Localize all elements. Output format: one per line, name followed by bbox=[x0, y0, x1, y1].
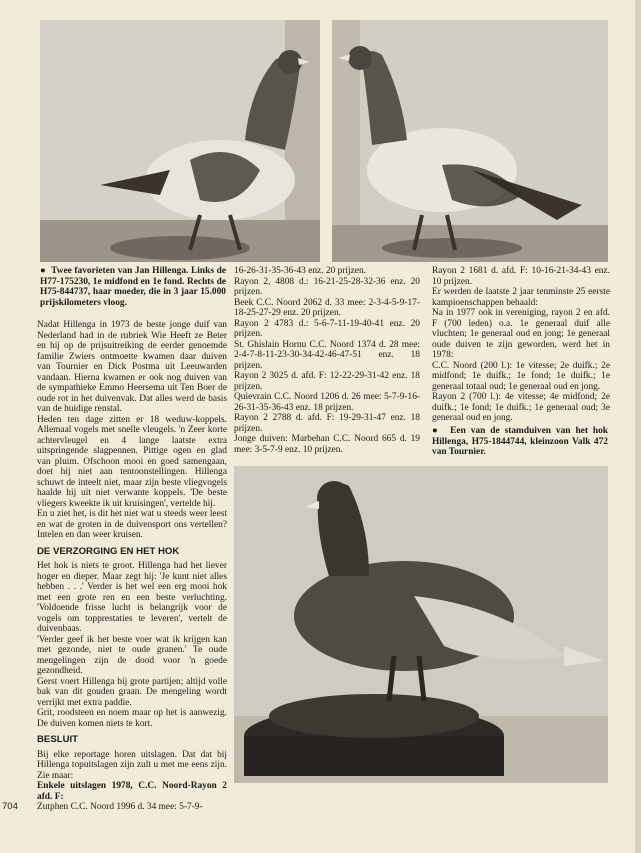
result-line: Jonge duiven: Marbehan C.C. Noord 665 d. 19 mee: 3-5-7-9 enz. 10 prijzen. bbox=[234, 434, 420, 455]
text-column-2 bbox=[234, 266, 420, 455]
intro-paragraph-1: Nadat Hillenga in 1973 de beste jonge duif van Nederland had in de rubriek Wie Heeft ze Beter en hij op de prijsuitreiking de eerder genoemde familie Zwiers ontmoette kwamen daar duiven van Tournier en Dick Postma uit Leeuwarden vandaan. Hierna kwamen er ook nog duiven van de sympathieke Emmo Heersema uit Ten Boer de oude rot in het duivenvak. Dat alles werd de basis van de huidige renstal. bbox=[37, 320, 227, 414]
result-line: St. Ghislain Hornu C.C. Noord 1374 d. 28 mee: 2-4-7-8-11-23-30-34-42-46-47-51 enz. 18 prijzen. bbox=[234, 339, 420, 371]
result-line: Rayon 2 2788 d. afd. F: 19-29-31-47 enz. 18 prijzen. bbox=[234, 413, 420, 434]
heading-verzorging: DE VERZORGING EN HET HOK bbox=[37, 545, 180, 557]
kampioenschappen-paragraph: Rayon 2 (700 l.): 4e vitesse; 4e midfond; 2e duifk.; 1e fond; 1e duifk.; 1e generaal oud; 3e generaal oud en jong. bbox=[432, 392, 610, 423]
pigeon-photo-stamduif bbox=[234, 466, 608, 783]
page-edge bbox=[635, 0, 641, 853]
text-column-3 bbox=[432, 266, 610, 424]
bullet-icon: ● bbox=[432, 426, 451, 436]
page-number: 704 bbox=[2, 801, 18, 812]
hok-paragraph-1: Het hok is niets te groot. Hillenga had het liever hoger en dieper. Maar zegt hij: 'Je kunt niet alles hebben . . .' Verder is het wel een erg mooi hok met een grote ren en een beste verluchting. 'Voldoende frisse lucht is belangrijk voor de vogels om topprestaties te leveren', vertelt de duivenbaas. bbox=[37, 561, 227, 634]
hok-paragraph-4: Grit, roodsteen en noem maar op het is aanwezig. De duiven komen niets te kort. bbox=[37, 708, 227, 729]
bullet-icon: ● bbox=[40, 266, 52, 276]
intro-paragraph-3: En u ziet het, is dit het niet wat u steeds weer leest en wat de groten in de duivensport ons vertellen? Intelen en dan weer kruisen. bbox=[37, 509, 227, 540]
heading-besluit: BESLUIT bbox=[37, 734, 79, 745]
uitslagen-first-line: Zutphen C.C. Noord 1996 d. 34 mee: 5-7-9- bbox=[37, 802, 203, 812]
uitslagen-title: Enkele uitslagen 1978, C.C. Noord-Rayon 2 afd. F: bbox=[37, 781, 227, 802]
hok-paragraph-3: Gerst voert Hillenga bij grote partijen; altijd volle bak van dit gouden graan. De mengeling wordt verrijkt met extra paddie. bbox=[37, 676, 227, 708]
result-line: Rayon 2 1681 d. afd. F: 10-16-21-34-43 enz. 10 prijzen. bbox=[432, 266, 610, 287]
result-line: Beek C.C. Noord 2062 d. 33 mee: 2-3-4-5-9-17-18-25-27-29 enz. 20 prijzen. bbox=[234, 297, 420, 318]
pigeon-photo-left bbox=[40, 20, 320, 262]
photo-caption-top: ● Twee favorieten van Jan Hillenga. Links de H77-175230, 1e midfond en 1e fond. Rechts de H75-844737, haar moeder, die in 3 jaar 15.000 prijskilometers vloog. bbox=[40, 266, 226, 308]
kampioenschappen-paragraph: Er werden de laatste 2 jaar tenminste 25 eerste kampioenschappen behaald: bbox=[432, 287, 610, 308]
photo-caption-right: ● Een van de stamduiven van het hok Hillenga, H75-1844744, kleinzoon Valk 472 van Tournier. bbox=[432, 426, 609, 457]
besluit-paragraph: Bij elke reportage horen uitslagen. Dat dat bij Hillenga topuitslagen zijn zult u met me eens zijn. Zie maar: bbox=[37, 749, 227, 781]
text-column-1 bbox=[37, 320, 227, 813]
result-line: Rayon 2, 4808 d.: 16-21-25-28-32-36 enz. 20 prijzen. bbox=[234, 276, 420, 297]
intro-paragraph-2: Heden ten dage zitten er 18 weduw-koppels. Allemaal vogels met snelle vleugels. 'n Zeer korte achtervleugel en 4 lange laatste extra uitspringende slagpennen. Pittige ogen en glad van pluim. Ofschoon mooi en goed samengaan, doet hij niet aan tentoonstellingen. Hillenga schuwt de inteelt niet, maar zijn beste vliegvogels haalde hij uit niet verwante koppels. 'De beste vliegers kweekte ik uit kruisingen', vertelde hij. bbox=[37, 414, 227, 509]
result-line: 16-26-31-35-36-43 enz. 20 prijzen. bbox=[234, 266, 366, 276]
result-line: Rayon 2 3025 d. afd. F: 12-22-29-31-42 enz. 18 prijzen. bbox=[234, 371, 420, 392]
kampioenschappen-paragraph: Na in 1977 ook in vereniging, rayon 2 en afd. F (700 leden) o.a. 1e generaal duif alle vluchten; 1e generaal oud en jong; 1e generaal oude duiven te zijn geworden, werd het in 1978: bbox=[432, 308, 610, 360]
pigeon-photo-right bbox=[332, 20, 608, 262]
hok-paragraph-2: 'Verder geef ik het beste voer wat ik krijgen kan met gezonde, niet te oude granen.' Te oude mengelingen zijn de dood voor 'n goede gezondheid. bbox=[37, 634, 227, 676]
kampioenschappen-paragraph: C.C. Noord (200 l.): 1e vitesse; 2e duifk.; 2e midfond; 1e duifk.; 1e fond; 1e duifk.; 1e generaal totaal oud; 1e generaal oud en jong. bbox=[432, 360, 610, 392]
result-line: Quievrain C.C. Noord 1206 d. 26 mee: 5-7-9-16-26-31-35-36-43 enz. 18 prijzen. bbox=[234, 392, 420, 413]
result-line: Rayon 2 4783 d.: 5-6-7-11-19-40-41 enz. 20 prijzen. bbox=[234, 318, 420, 339]
